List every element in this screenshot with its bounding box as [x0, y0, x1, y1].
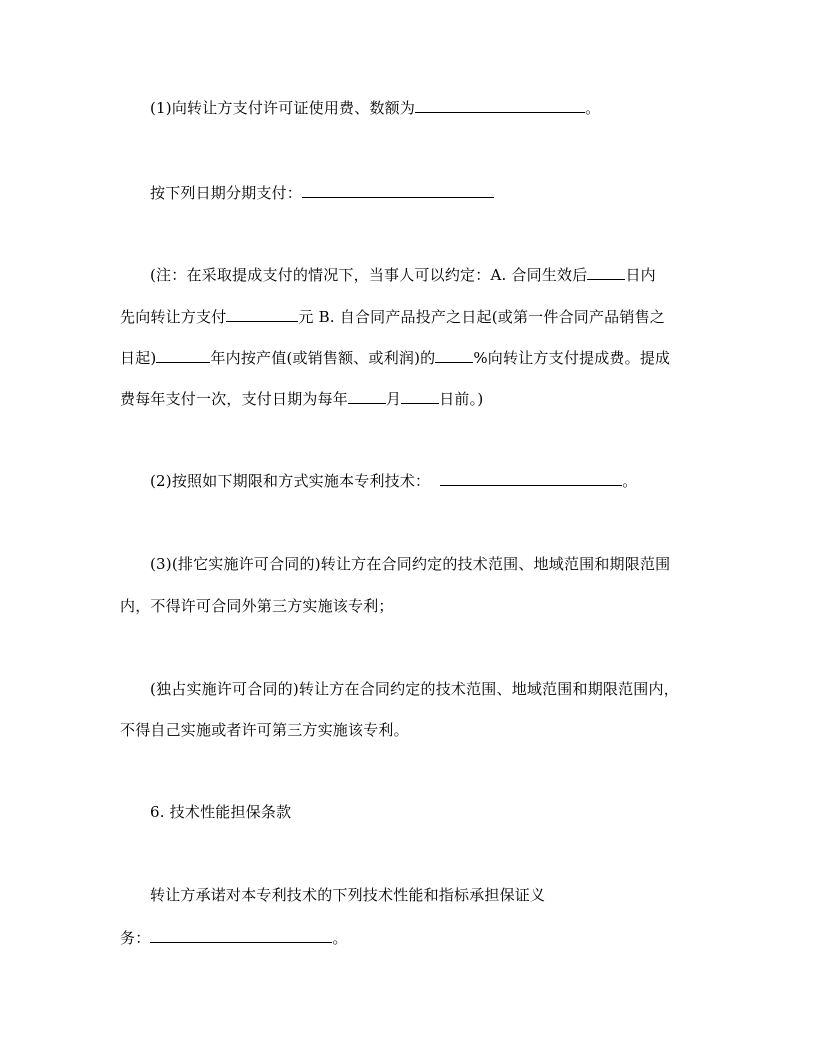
note-day-blank: [401, 389, 439, 404]
license-fee-end: 。: [585, 99, 601, 117]
sole-license-line-1: [150, 679, 679, 699]
guarantee-text: 务：: [120, 929, 151, 947]
installment-text: 按下列日期分期支付：: [150, 184, 303, 202]
paragraph-license-fee: [150, 98, 600, 118]
paragraph-installment: [150, 183, 494, 203]
guarantee-line-1: [150, 885, 545, 905]
guarantee-line-2: [120, 928, 348, 948]
implementation-text: (2)按照如下期限和方式实施本专利技术：: [150, 472, 431, 490]
guarantee-blank: [150, 928, 332, 943]
exclusive-line-2: [120, 596, 394, 616]
note-line-3: [120, 348, 670, 368]
paragraph-implementation: [150, 471, 637, 491]
license-fee-blank: [415, 98, 585, 113]
exclusive-text: (3)(排它实施许可合同的)转让方在合同约定的技术范围、地域范围和期限范围: [150, 555, 671, 573]
note-text: 日起): [120, 349, 157, 367]
note-line-2: [120, 307, 665, 327]
note-text: 先向转让方支付: [120, 308, 227, 326]
note-text: 年内按产值(或销售额、或利润)的: [210, 349, 436, 367]
note-text: (注：在采取提成支付的情况下，当事人可以约定：A. 合同生效后: [150, 266, 588, 284]
note-amount-blank: [226, 307, 298, 322]
note-days-blank: [587, 265, 625, 280]
note-text: 日前。): [439, 390, 484, 408]
guarantee-end: 。: [332, 929, 348, 947]
note-text: 费每年支付一次，支付日期为每年: [120, 390, 349, 408]
installment-blank: [302, 183, 494, 198]
sole-license-line-2: [120, 720, 409, 740]
implementation-end: 。: [622, 472, 638, 490]
sole-license-text: 不得自己实施或者许可第三方实施该专利。: [120, 721, 409, 739]
implementation-blank: [440, 471, 622, 486]
note-percent-blank: [435, 348, 473, 363]
note-years-blank: [156, 348, 210, 363]
license-fee-text: (1)向转让方支付许可证使用费、数额为: [150, 99, 416, 117]
note-month-blank: [348, 389, 386, 404]
section-heading-text: 6. 技术性能担保条款: [150, 803, 292, 821]
exclusive-text: 内，不得许可合同外第三方实施该专利；: [120, 597, 394, 615]
note-text: 元 B. 自合同产品投产之日起(或第一件合同产品销售之: [298, 308, 665, 326]
note-text: 日内: [625, 266, 656, 284]
note-line-1: [150, 265, 656, 285]
note-text: 月: [386, 390, 402, 408]
note-text: %向转让方支付提成费。提成: [473, 349, 671, 367]
guarantee-text: 转让方承诺对本专利技术的下列技术性能和指标承担保证义: [150, 886, 546, 904]
sole-license-text: (独占实施许可合同的)转让方在合同约定的技术范围、地域范围和期限范围内，: [150, 680, 679, 698]
note-line-4: [120, 389, 483, 409]
exclusive-line-1: [150, 554, 670, 574]
section-heading: [150, 802, 291, 822]
